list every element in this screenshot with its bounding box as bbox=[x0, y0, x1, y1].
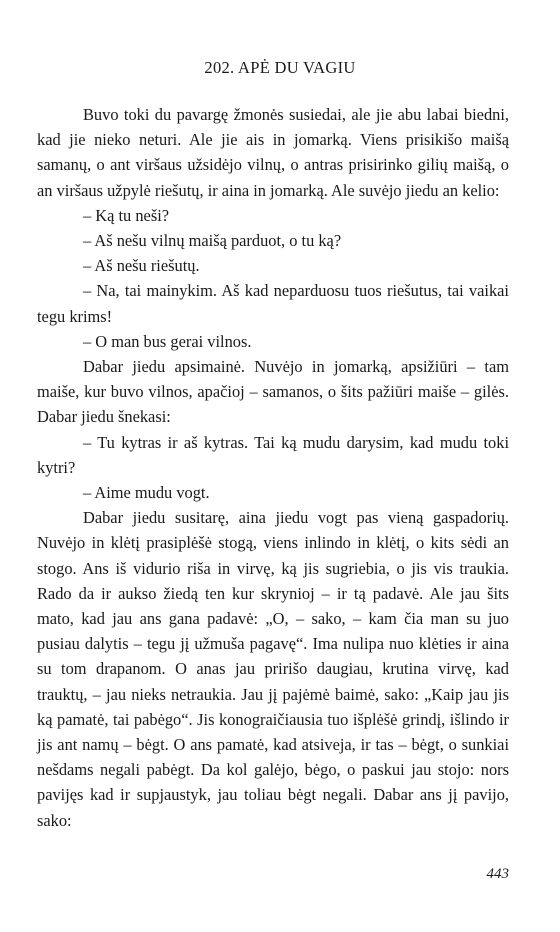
dialogue-line: – Aš nešu vilnų maišą parduot, o tu ką? bbox=[83, 231, 342, 251]
dialogue-line: – Aime mudu vogt. bbox=[83, 483, 210, 503]
dialogue-line: – Na, tai mainykim. Aš kad neparduosu tuos riešutus, tai vaikai tegu krims! bbox=[37, 281, 509, 326]
dialogue-line: – O man bus gerai vilnos. bbox=[83, 331, 252, 351]
paragraph: Dabar jiedu apsimainė. Nuvėjo in jomarką, apsižiūri – tam maiše, kur buvo vilnos, apačioj – samanos, o šits pažiūri maiše – gilės. Dabar jiedu šnekasi: bbox=[37, 357, 509, 427]
paragraph: Dabar jiedu susitarę, aina jiedu vogt pas vieną gaspadorių. Nuvėjo in klėtį prasiplėšė stogą, viens inlindo in klėtį, o kits sėdi an stogo. Ans iš vidurio riša in virvę, ką jis sugriebia, o jis vis traukia. Rado da ir aukso žiedą ten kur skrynioj – ir tą padavė. Ale jau šits mato, kad jau ans gana padavė: „O, – sako, – kam čia man su juo pusiau dalytis – tegu jį užmuša pagavę“. Ima nulipa nuo klėties ir aina su tom drapanom. O anas jau pririšo daugiau, krutina virvę, kad trauktų, – jau nieks netraukia. Jau jį pajėmė baimė, sako: „Kaip jau jis ką pamatė, tai pabėgo“. Jis konograičiausia tuo išplėšė grindį, išlindo ir jis ant namų – bėgt. O ans pamatė, kad atsiveja, ir tas – bėgt, o sunkiai nešdams negali pabėgt. Da kol galėjo, bėgo, o paskui jau stojo: nors pavijęs kad ir supjaustyk, jau toliau bėgt negali. Dabar ans jį pavijo, sako: bbox=[37, 508, 509, 830]
story-title: 202. APĖ DU VAGIU bbox=[204, 58, 356, 77]
page-number: 443 bbox=[486, 866, 509, 882]
dialogue-line: – Ką tu neši? bbox=[83, 205, 170, 225]
dialogue-line: – Tu kytras ir aš kytras. Tai ką mudu darysim, kad mudu toki kytri? bbox=[37, 432, 509, 477]
paragraph: Buvo toki du pavargę žmonės susiedai, ale jie abu labai biedni, kad jie nieko neturi. Ale jie ais in jomarką. Viens prisikišo maišą samanų, o ant viršaus užsidėjo vilnų, o antras prisirinko gilių maišą, o an viršaus užpylė riešutų, ir aina in jomarką. Ale suvėjo jiedu an kelio: bbox=[37, 105, 509, 200]
story-body bbox=[37, 102, 509, 833]
dialogue-line: – Aš nešu riešutų. bbox=[83, 256, 200, 276]
